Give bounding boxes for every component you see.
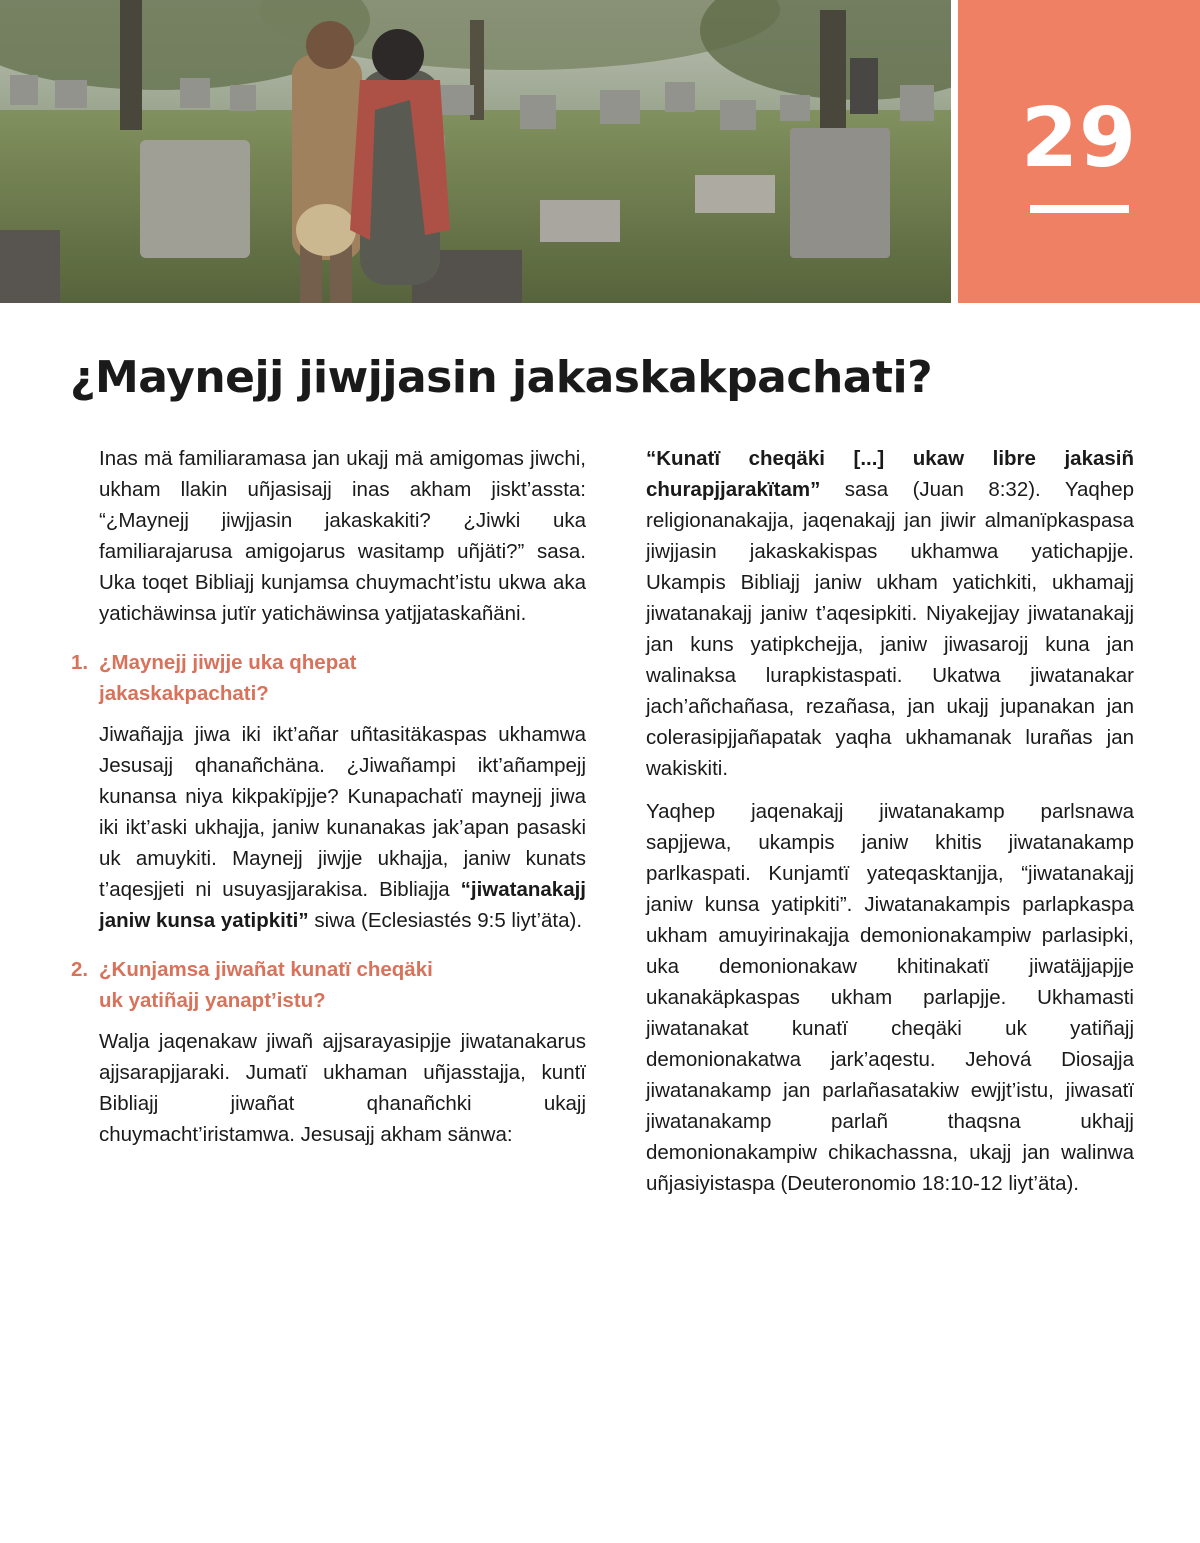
q1-scripture-quote: “jiwatanakajj janiw kunsa yatipkiti” bbox=[99, 878, 586, 932]
continued-text: sasa (Juan 8:32). Yaqhep religionanakajja, jaqenakajj jan jiwir almanïpkaspasa jiwjjasin jakaskakispas ukhamwa yatichapjje. Ukampis Bibliajj janiw ukham yatichkiti, ukhamajj jiwatanakajj janiw t’aqesipkiti. Niyakejjay jiwatanakajj jan kuns yatipkchejja, janiw jiwasarojj kuna jan walinaksa lurapkistaspati. Ukatwa jiwatanakar jach’añchañasa, rezañasa, jan ukajj jupanakan jan colerasipjjañapatak yaqha ukhamanak lurañas jan wakiskiti. bbox=[646, 478, 1134, 780]
question-1-line-1: ¿Maynejj jiwjje uka qhepat bbox=[99, 651, 357, 674]
page-title: ¿Maynejj jiwjjasin jakaskakpachati? bbox=[70, 352, 933, 403]
lesson-number: 29 bbox=[1020, 91, 1138, 186]
question-2-paragraph: Walja jaqenakaw jiwañ ajjsarayasipjje jiwatanakarus ajjsarapjjaraki. Jumatï ukhaman uñjasstajja, kuntï Bibliajj jiwañat qhanañchki ukajj chuymacht’iristamwa. Jesusajj akham sänwa: bbox=[99, 1030, 586, 1146]
q1-text-b: siwa (Eclesiastés 9:5 liyt’äta). bbox=[308, 909, 583, 932]
question-2-heading bbox=[71, 954, 586, 1016]
question-1-paragraph bbox=[99, 719, 586, 936]
question-2-line-2: uk yatiñajj yanapt’istu? bbox=[99, 989, 326, 1012]
jesus-quote: “Kunatï cheqäki [...] ukaw libre jakasiñ churapjjarakïtam” bbox=[646, 447, 1134, 501]
lesson-number-underline bbox=[1030, 205, 1129, 213]
right-column bbox=[646, 443, 1134, 1211]
hero-photo bbox=[0, 0, 951, 303]
cemetery-couple-illustration bbox=[0, 0, 951, 303]
q1-text-a: Jiwañajja jiwa iki ikt’añar uñtasitäkaspas ukhamwa Jesusajj qhanañchäna. ¿Jiwañampi ikt’añampejj kunansa niya kikpakïpjje? Kunapachatï maynejj jiwa iki ikt’aski ukhajja, janiw kunanakas jak’apan pasaski uk amuykiti. Maynejj jiwjje ukhajja, janiw kunats t’aqesjjeti ni usuyasjjarakisa. Bibliajja bbox=[99, 723, 586, 901]
spiritism-paragraph: Yaqhep jaqenakajj jiwatanakamp parlsnawa sapjjewa, ukampis janiw khitis jiwatanakamp parlkaspati. Kunjamtï yateqasktanjja, “jiwatanakajj janiw kunsa yatipkiti”. Jiwatanakampis parlapkaspa ukham amuyirinakajja demonionakampiw parlasipki, uka demonionakaw khitinakatï jiwatäjjapjje ukanakäpkaspas ukham parlapjje. Ukhamasti jiwatanakat kunatï cheqäki uk yatiñajj demonionakatwa jark’aqestu. Jehová Diosajja jiwatanakamp jan parlañasatakiw ewjjt’istu, jiwasatï jiwatanakamp parlañ thaqsna ukhajj demonionakampiw chikachassna, ukajj jan walinwa uñjasiyistaspa (Deuteronomio 18:10-12 liyt’äta). bbox=[646, 800, 1134, 1195]
continued-paragraph bbox=[646, 443, 1134, 784]
question-1-heading bbox=[71, 647, 586, 709]
lesson-badge bbox=[958, 0, 1200, 303]
question-2-line-1: ¿Kunjamsa jiwañat kunatï cheqäki bbox=[99, 958, 433, 981]
left-column bbox=[71, 443, 586, 1162]
question-2-number: 2. bbox=[71, 958, 89, 981]
intro-paragraph: Inas mä familiaramasa jan ukajj mä amigomas jiwchi, ukham llakin uñjasisajj inas akham jiskt’assta: “¿Maynejj jiwjjasin jakaskakiti? ¿Jiwki uka familiarajarusa amigojarus wasitamp uñjäti?” sasa. Uka toqet Bibliajj kunjamsa chuymacht’istu ukwa aka yatichäwinsa jutïr yatichäwinsa yatjjataskañäni. bbox=[99, 447, 586, 625]
question-1-line-2: jakaskakpachati? bbox=[99, 682, 269, 705]
question-1-number: 1. bbox=[71, 651, 89, 674]
